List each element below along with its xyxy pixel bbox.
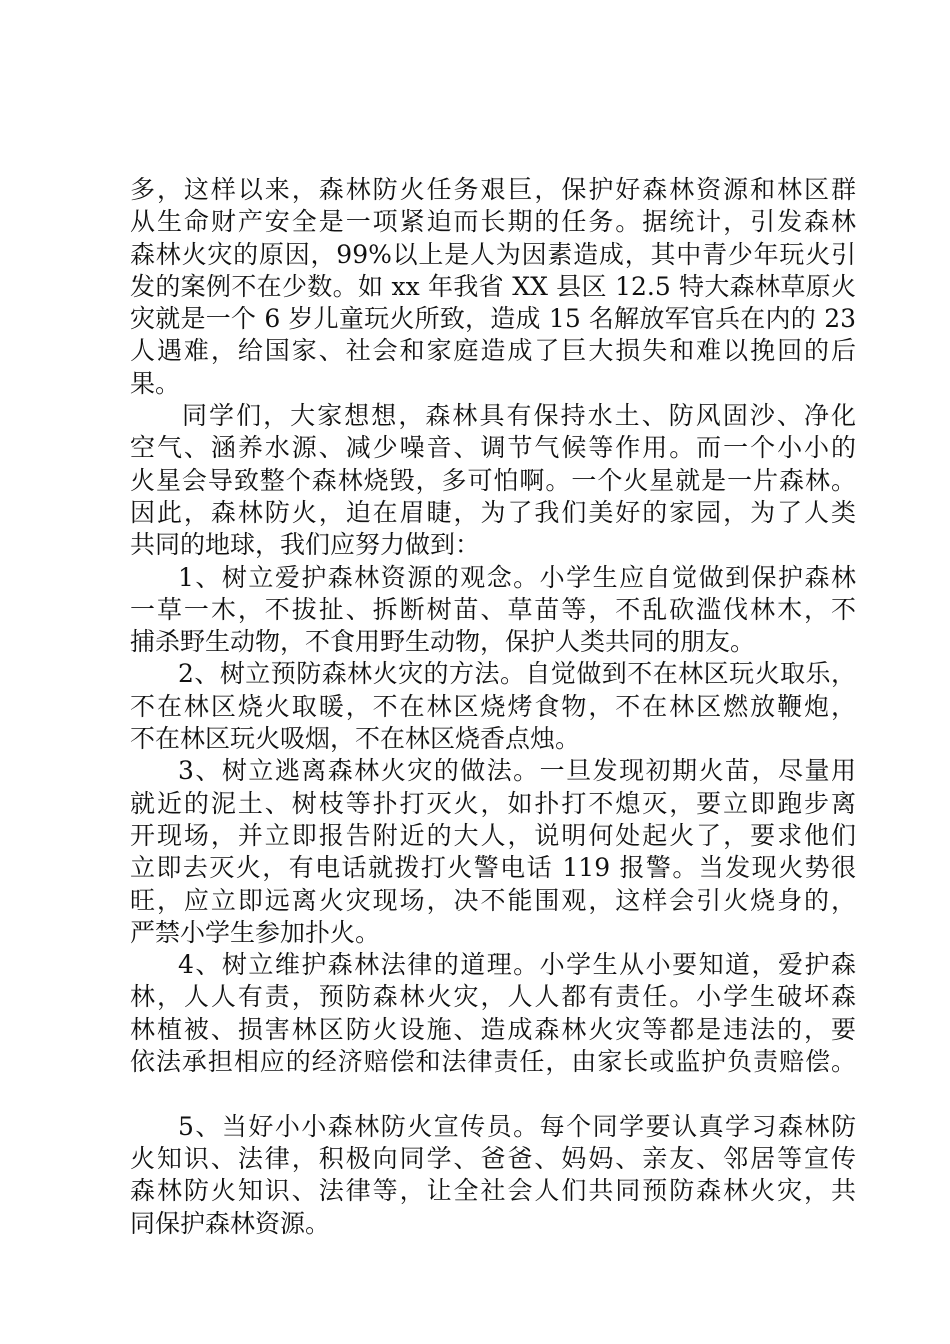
- text-line: 4、树立维护森林法律的道理。小学生从小要知道，爱护森: [178, 950, 856, 980]
- text-line: 旺，应立即远离火灾现场，决不能围观，这样会引火烧身的，: [130, 885, 856, 915]
- document-body: [130, 174, 856, 1240]
- text-line: 同保护森林资源。: [130, 1208, 331, 1238]
- text-line: 同学们，大家想想，森林具有保持水土、防风固沙、净化: [182, 401, 856, 431]
- text-line: 林，人人有责，预防森林火灾，人人都有责任。小学生破坏森: [130, 982, 856, 1012]
- text-line: 从生命财产安全是一项紧迫而长期的任务。据统计，引发森林: [130, 207, 856, 237]
- text-line: 火知识、法律，积极向同学、爸爸、妈妈、亲友、邻居等宣传: [130, 1143, 856, 1173]
- text-line: 3、树立逃离森林火灾的做法。一旦发现初期火苗，尽量用: [178, 756, 856, 786]
- text-line: 森林火灾的原因，99%以上是人为因素造成，其中青少年玩火引: [130, 239, 856, 269]
- text-line: 人遇难，给国家、社会和家庭造成了巨大损失和难以挽回的后: [130, 336, 856, 366]
- text-line: 因此，森林防火，迫在眉睫，为了我们美好的家园，为了人类: [130, 497, 856, 527]
- text-line: 多，这样以来，森林防火任务艰巨，保护好森林资源和林区群: [130, 175, 856, 204]
- text-line: 森林防火知识、法律等，让全社会人们共同预防森林火灾，共: [130, 1176, 856, 1206]
- text-line: 依法承担相应的经济赔偿和法律责任，由家长或监护负责赔偿。: [130, 1047, 856, 1077]
- text-line: 2、树立预防森林火灾的方法。自觉做到不在林区玩火取乐，: [178, 659, 856, 689]
- text-line: 就近的泥土、树枝等扑打灭火，如扑打不熄灭，要立即跑步离: [130, 788, 856, 818]
- text-line: 一草一木，不拔扯、拆断树苗、草苗等，不乱砍滥伐林木，不: [130, 594, 856, 624]
- text-line: 共同的地球，我们应努力做到：: [130, 530, 481, 560]
- text-line: 5、当好小小森林防火宣传员。每个同学要认真学习森林防: [178, 1111, 856, 1141]
- text-line: 林植被、损害林区防火设施、造成森林火灾等都是违法的，要: [130, 1014, 856, 1044]
- text-line: 严禁小学生参加扑火。: [130, 917, 381, 947]
- text-line: 灾就是一个 6 岁儿童玩火所致，造成 15 名解放军官兵在内的 23: [130, 304, 856, 334]
- blank-line: [130, 1078, 856, 1110]
- text-line: 开现场，并立即报告附近的大人，说明何处起火了，要求他们: [130, 820, 856, 850]
- text-line: 不在林区玩火吸烟，不在林区烧香点烛。: [130, 724, 581, 754]
- text-line: 果。: [130, 368, 181, 398]
- text-line: 火星会导致整个森林烧毁，多可怕啊。一个火星就是一片森林。: [130, 465, 856, 495]
- text-line: 空气、涵养水源、减少噪音、调节气候等作用。而一个小小的: [130, 433, 856, 463]
- text-line: 发的案例不在少数。如 xx 年我省 XX 县区 12.5 特大森林草原火: [130, 271, 856, 301]
- text-line: 捕杀野生动物，不食用野生动物，保护人类共同的朋友。: [130, 627, 756, 657]
- text-line: 不在林区烧火取暖，不在林区烧烤食物，不在林区燃放鞭炮，: [130, 691, 856, 721]
- text-line: 立即去灭火，有电话就拨打火警电话 119 报警。当发现火势很: [130, 853, 856, 883]
- text-line: 1、树立爱护森林资源的观念。小学生应自觉做到保护森林: [178, 562, 856, 592]
